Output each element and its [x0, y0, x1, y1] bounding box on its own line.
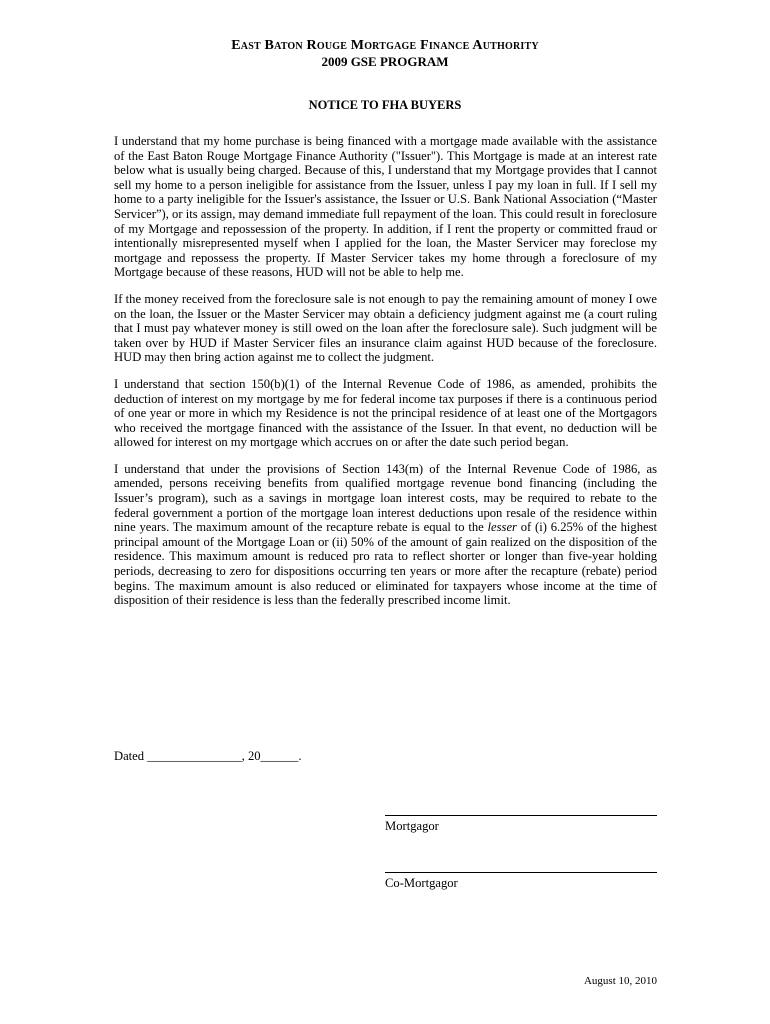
dated-field[interactable]: Dated _______________, 20______. [114, 749, 302, 763]
recapture-text-end: of (i) 6.25% of the highest principal amount of the Mortgage Loan or (ii) 50% of the amount of gain realized on the disposition of the residence. This maximum amount is reduced pro rata to reflect shorter or longer than five-year holding periods, decreasing to zero for dispositions occurring ten years or more after the recapture (rebate) period begins. The maximum amount is also reduced or eliminated for taxpayers whose income at the time of disposition of their residence is less than the federally prescribed income limit. [114, 520, 657, 608]
mortgagor-signature-line[interactable] [385, 815, 657, 816]
notice-title: NOTICE TO FHA BUYERS [308, 98, 462, 112]
paragraph-sale-restriction: I understand that my home purchase is being financed with a mortgage made available with the assistance of the East Baton Rouge Mortgage Finance Authority ("Issuer"). This Mortgage is made at an interest rate below what is usually being charged. Because of this, I understand that my Mortgage provides that I cannot sell my home to a person ineligible for assistance from the Issuer, unless I pay my loan in full. If I sell my home to a party ineligible for the Issuer's assistance, the Issuer or U.S. Bank National Association (“Master Servicer”), or its assign, may demand immediate full repayment of the loan. This could result in foreclosure of my Mortgage and repossession of the property. In addition, if I rent the property or committed fraud or intentionally misrepresented myself when I applied for the loan, the Master Servicer may foreclose my mortgage and repossess the property. If Master Servicer takes my home through a foreclosure of my Mortgage because of these reasons, HUD will not be able to help me. [114, 134, 657, 280]
recapture-text-start: I understand that under the provisions of Section 143(m) of the Internal Revenue Code of 1986, as amended, persons receiving benefits from qualified mortgage revenue bond financing (including the Issuer’s program), such as a savings in mortgage loan interest costs, may be required to rebate to the federal government a portion of the mortgage loan interest deductions upon resale of the residence within nine years. The maximum amount of the recapture rebate is equal to the [114, 461, 657, 535]
program-subtitle: 2009 GSE PROGRAM [321, 54, 449, 69]
comortgagor-signature-block [385, 872, 657, 891]
authority-title: East Baton Rouge Mortgage Finance Authority [231, 38, 539, 53]
paragraph-interest-deduction: I understand that section 150(b)(1) of the Internal Revenue Code of 1986, as amended, prohibits the deduction of interest on my mortgage by me for federal income tax purposes if there is a continuous period of one year or more in which my Residence is not the principal residence of at least one of the Mortgagors who received the mortgage financed with the assistance of the Issuer. In that event, no deduction will be allowed for interest on my mortgage which accrues on or after the date such period began. [114, 376, 657, 450]
paragraph-recapture-rebate [114, 462, 657, 608]
comortgagor-signature-line[interactable] [385, 872, 657, 873]
mortgagor-label: Mortgagor [385, 819, 439, 833]
document-date: August 10, 2010 [583, 975, 657, 987]
comortgagor-label: Co-Mortgagor [385, 876, 458, 890]
mortgagor-signature-block [385, 815, 657, 834]
recapture-emphasis: lesser [487, 520, 517, 535]
notice-body [114, 134, 657, 620]
paragraph-deficiency-judgment: If the money received from the foreclosure sale is not enough to pay the remaining amount of money I owe on the loan, the Issuer or the Master Servicer may obtain a deficiency judgment against me (a court ruling that I must pay whatever money is still owed on the loan after the foreclosure sale). Such judgment will be taken over by HUD if Master Servicer files an insurance claim against HUD because of the foreclosure. HUD may then bring action against me to collect the judgment. [114, 291, 657, 365]
